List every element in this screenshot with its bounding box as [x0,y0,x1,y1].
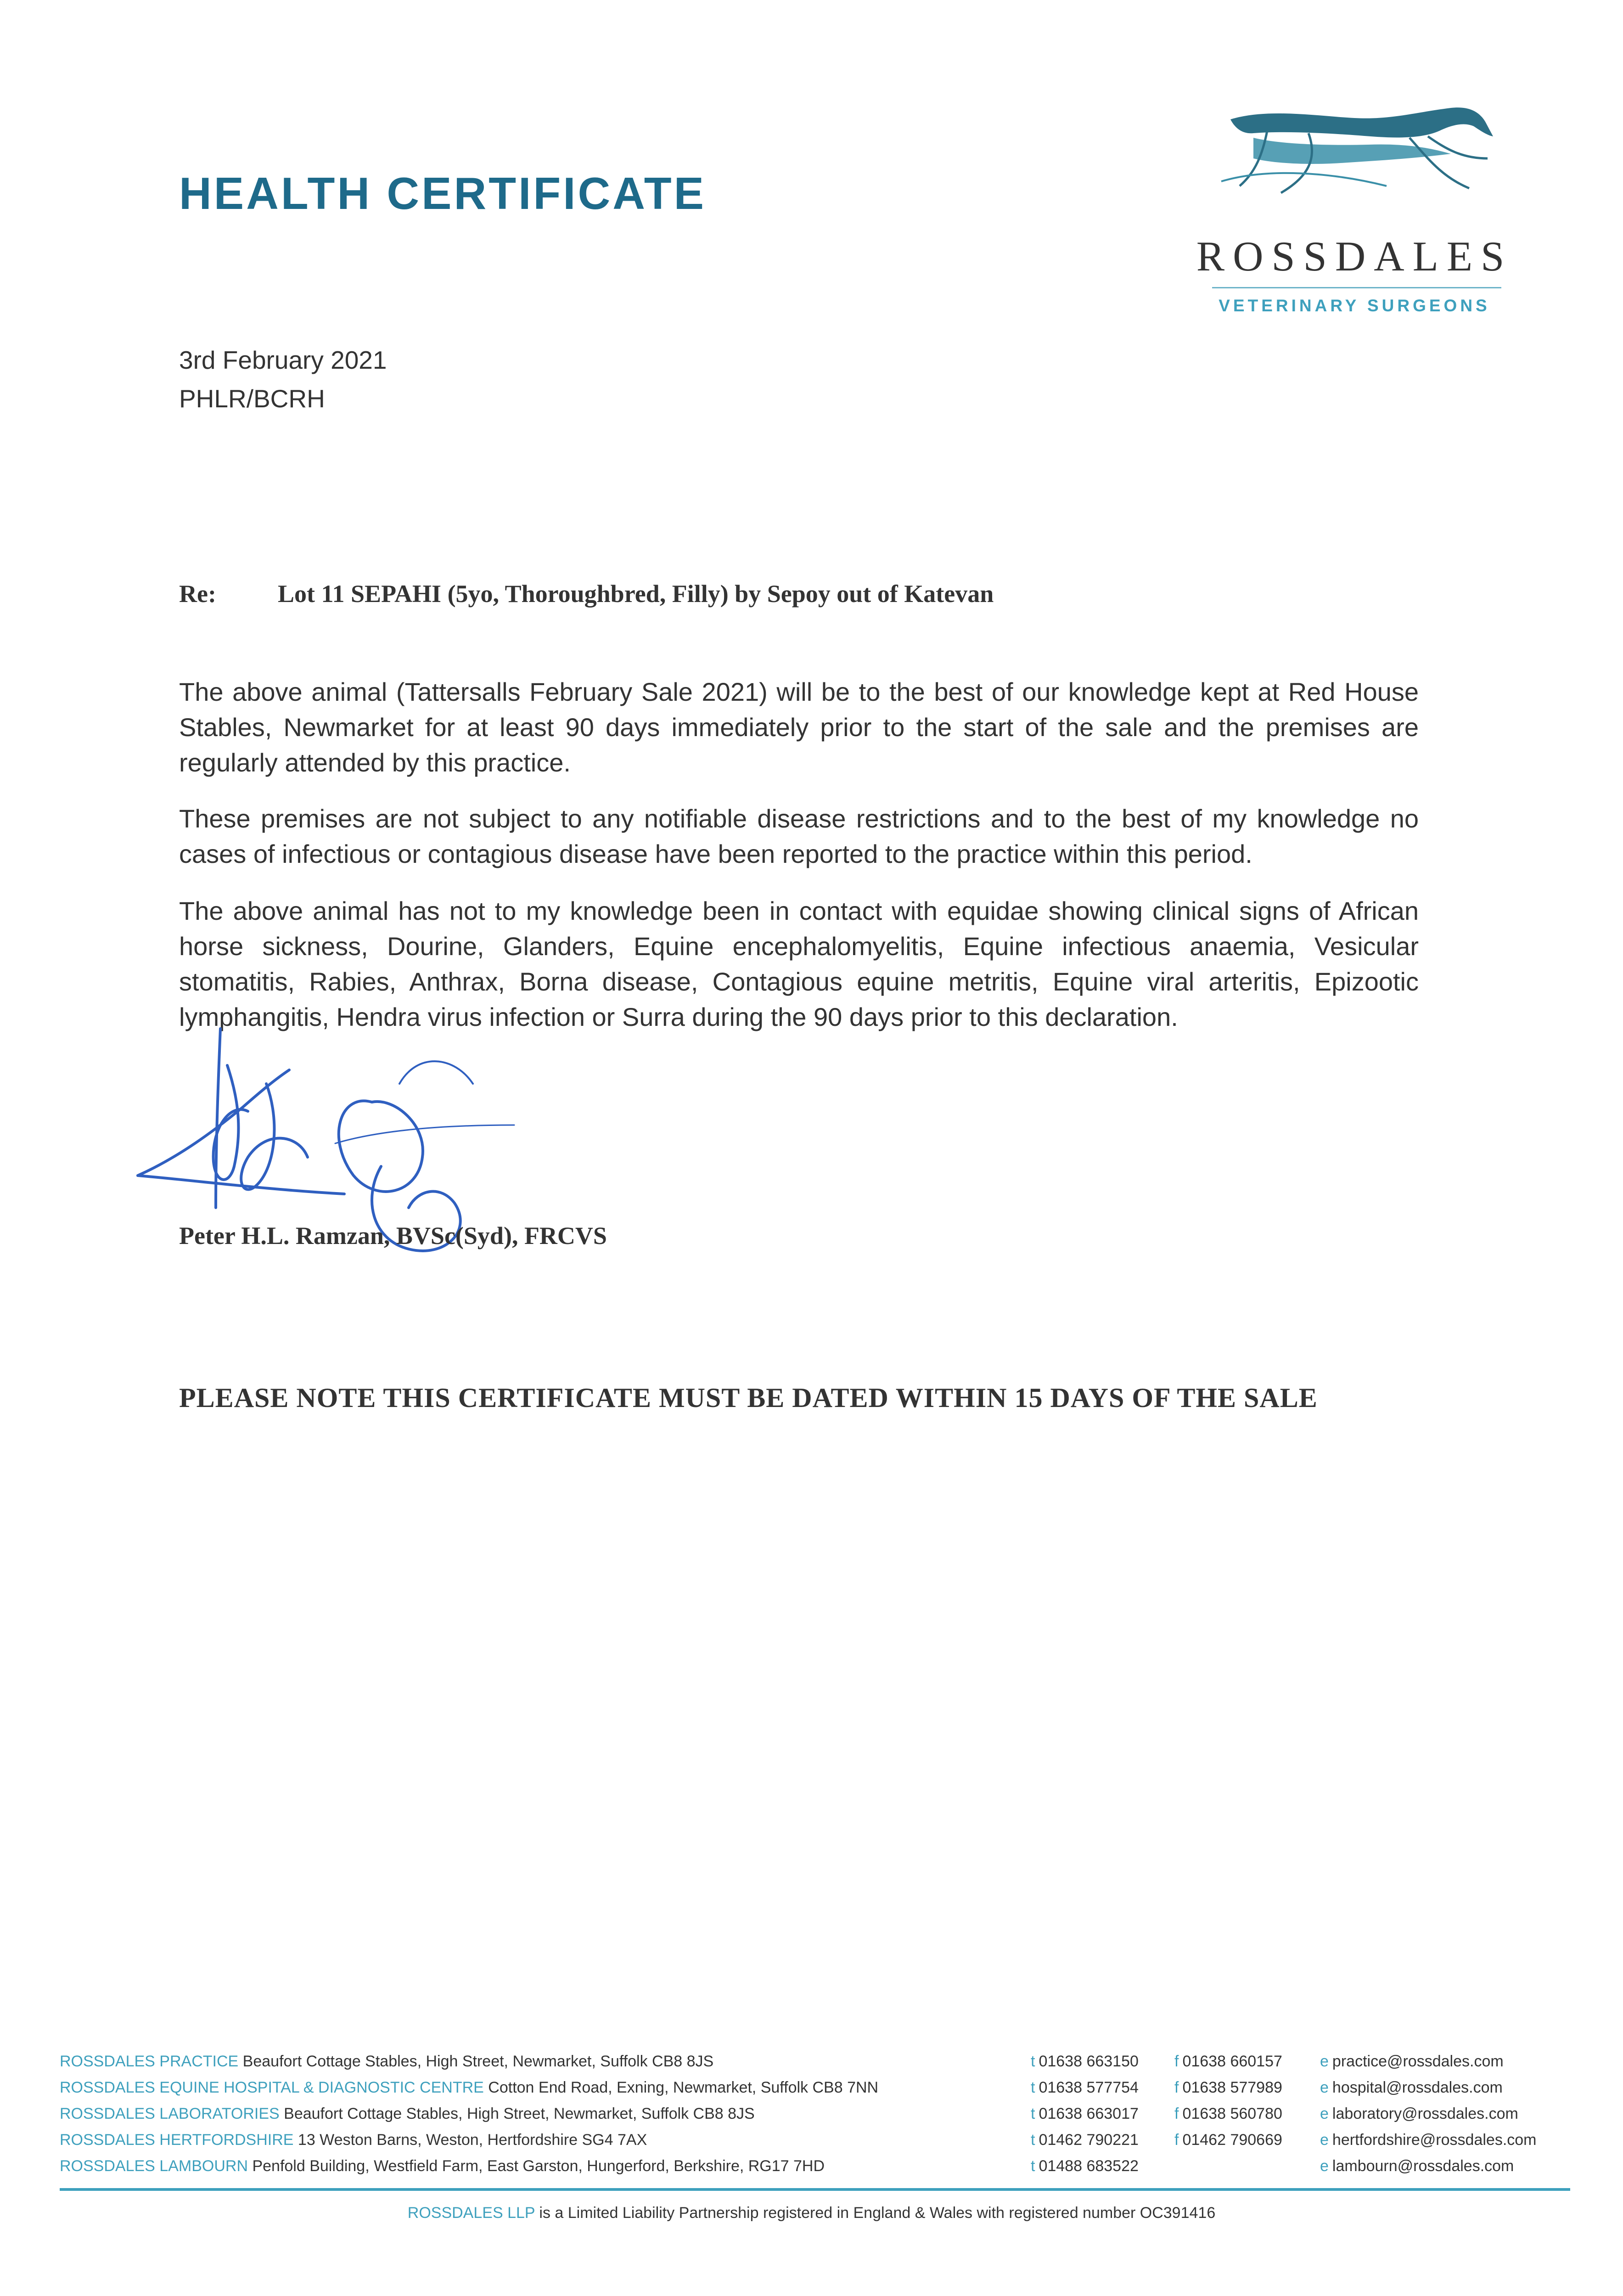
footer-branch-address: Beaufort Cottage Stables, High Street, Newmarket, Suffolk CB8 8JS [242,2053,714,2070]
body-paragraph-3: The above animal has not to my knowledge been in contact with equidae showing clinical signs of African horse sickness, Dourine, Glanders, Equine encephalomyelitis, Equine infectious anaemia, Vesicular stomatitis, Rabies, Anthrax, Borna disease, Contagious equine metritis, Equine viral arteritis, Epizootic lymphangitis, Hendra virus infection or Surra during the 90 days prior to this declaration. [179,896,1419,1031]
footer-row [60,2079,1570,2105]
footer-branch-name: ROSSDALES PRACTICE [60,2053,239,2070]
footer-branch-address: Beaufort Cottage Stables, High Street, Newmarket, Suffolk CB8 8JS [284,2105,755,2122]
footer-branch-name: ROSSDALES EQUINE HOSPITAL & DIAGNOSTIC CENTRE [60,2079,484,2096]
footer-branch-address: 13 Weston Barns, Weston, Hertfordshire SG4 7AX [298,2131,647,2149]
footer-email: e laboratory@rossdales.com [1320,2105,1518,2122]
footer-phone: t 01638 663017 [1031,2105,1139,2122]
footer-fax: f 01462 790669 [1174,2131,1282,2149]
footer-phone: t 01488 683522 [1031,2157,1139,2175]
page-title: HEALTH CERTIFICATE [179,168,706,219]
subject-line [179,580,994,608]
legal-company-name: ROSSDALES LLP [407,2204,535,2222]
footer-branch-address: Cotton End Road, Exning, Newmarket, Suffolk CB8 7NN [488,2079,879,2096]
footer-row [60,2053,1570,2079]
footer-branch-address: Penfold Building, Westfield Farm, East Garston, Hungerford, Berkshire, RG17 7HD [252,2157,825,2175]
body-paragraph-2: These premises are not subject to any notifiable disease restrictions and to the best of my knowledge no cases of infectious or contagious disease have been reported to the practice within this period. [179,804,1419,868]
footer-branch-name: ROSSDALES LABORATORIES [60,2105,280,2122]
footer-row [60,2131,1570,2157]
logo-divider [1212,287,1501,288]
footer-fax: f 01638 560780 [1174,2105,1282,2122]
footer-branch-name: ROSSDALES LAMBOURN [60,2157,248,2175]
logo-subtitle: VETERINARY SURGEONS [1219,296,1490,315]
footer-email: e hospital@rossdales.com [1320,2079,1503,2096]
footer-phone: t 01638 663150 [1031,2053,1139,2070]
logo-name: ROSSDALES [1196,233,1513,280]
footer-fax: f 01638 577989 [1174,2079,1282,2096]
footer-fax: f 01638 660157 [1174,2053,1282,2070]
legal-notice [0,2204,1623,2222]
horse-icon [1212,94,1497,232]
footer-row [60,2157,1570,2183]
letter-meta [179,341,387,418]
footer-branch-name: ROSSDALES HERTFORDSHIRE [60,2131,294,2149]
footer-row [60,2105,1570,2131]
subject-text: Lot 11 SEPAHI (5yo, Thoroughbred, Filly) by Sepoy out of Katevan [278,580,994,608]
letter-date: 3rd February 2021 [179,346,387,374]
signer-name: Peter H.L. Ramzan, BVSc(Syd), FRCVS [179,1222,607,1249]
body-paragraph-1: The above animal (Tattersalls February Sale 2021) will be to the best of our knowledge kept at Red House Stables, Newmarket for at least 90 days immediately prior to the start of the sale and the premises are regularly attended by this practice. [179,677,1419,777]
footer-divider [60,2188,1570,2191]
footer-email: e practice@rossdales.com [1320,2053,1504,2070]
footer-phone: t 01462 790221 [1031,2131,1139,2149]
subject-label: Re: [179,580,216,608]
footer-email: e hertfordshire@rossdales.com [1320,2131,1537,2149]
footer-contacts [60,2053,1570,2183]
footer-email: e lambourn@rossdales.com [1320,2157,1514,2175]
legal-text: is a Limited Liability Partnership registered in England & Wales with registered number OC391416 [539,2204,1216,2222]
certificate-notice: PLEASE NOTE THIS CERTIFICATE MUST BE DATED WITHIN 15 DAYS OF THE SALE [179,1383,1318,1413]
letter-reference: PHLR/BCRH [179,384,325,413]
rossdales-logo [1189,94,1520,333]
footer-phone: t 01638 577754 [1031,2079,1139,2096]
